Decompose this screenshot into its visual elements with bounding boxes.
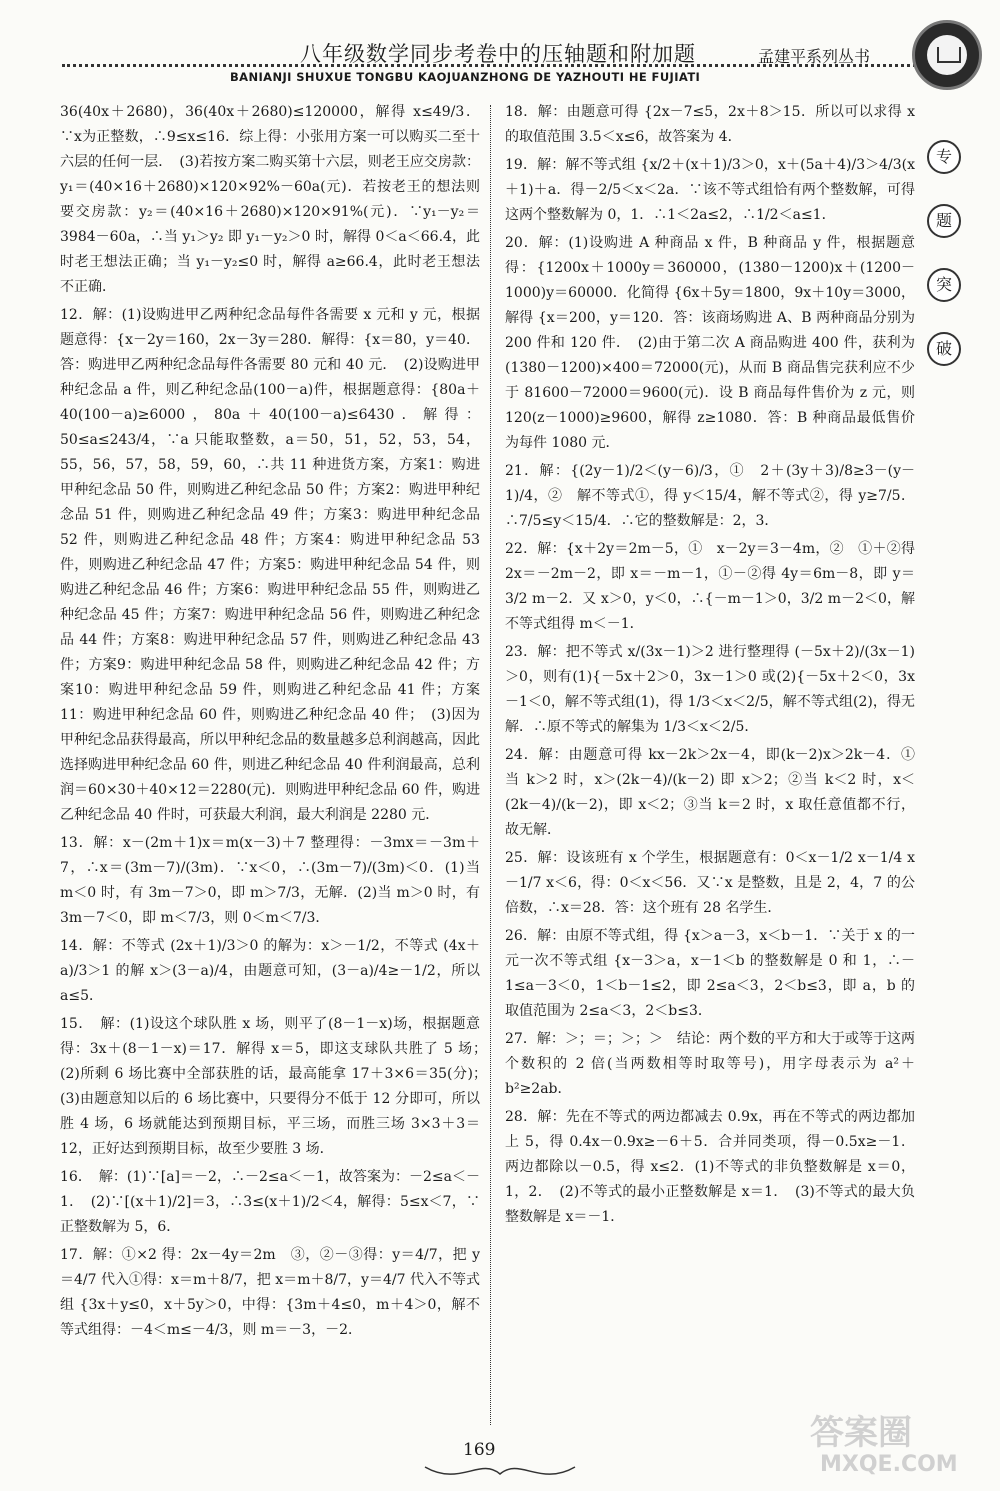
header-dotted-rule xyxy=(62,64,922,67)
column-divider xyxy=(490,105,491,1425)
series-name: 孟建平系列丛书 xyxy=(758,47,871,66)
solution-22: 22．解：{x＋2y＝2m－5，① x－2y＝3－4m，② ①＋②得 2x＝－2m－2，即 x＝－m－1，①－②得 4y＝6m－8，即 y＝3/2 m－2．又 x＞0，y＜0，∴{－m－1＞0，3/2 m－2＜0，解不等式组得 m＜－1． xyxy=(505,541,915,632)
tab-zhuan: 专 xyxy=(927,140,961,174)
right-column xyxy=(505,100,915,1233)
solution-17: 17．解：①×2 得：2x－4y＝2m ③，②－③得：y＝4/7，把 y＝4/7 代入①得：x＝m＋8/7，把 x＝m＋8/7，y＝4/7 代入不等式组 {3x＋y≤0，x＋5y＞0，中得：{3m＋4≤0，m＋4＞0，解不等式组得：－4＜m≤－4/3，则 m＝－3，－2． xyxy=(60,1247,480,1338)
solution-19: 19．解：解不等式组 {x/2＋(x＋1)/3＞0，x＋(5a＋4)/3＞4/3(x＋1)＋a．得－2/5＜x＜2a．∵该不等式组恰有两个整数解，可得这两个整数解为 0，1．∴1＜2a≤2，∴1/2＜a≤1． xyxy=(505,157,915,223)
solution-25: 25．解：设该班有 x 个学生，根据题意有：0＜x－1/2 x－1/4 x－1/7 x＜6，得：0＜x＜56．又∵x 是整数，且是 2，4，7 的公倍数，∴x＝28．答：这个班有 28 名学生． xyxy=(505,850,915,916)
solution-18: 18．解：由题意可得 {2x－7≤5，2x＋8＞15．所以可以求得 x 的取值范围 3.5＜x≤6，故答案为 4． xyxy=(505,104,915,145)
solution-20: 20．解：(1)设购进 A 种商品 x 件，B 种商品 y 件，根据题意得：{1200x＋1000y＝360000，(1380－1200)x＋(1200－1000)y＝60000．化简得 {6x＋5y＝1800，9x＋10y＝3000，解得 {x＝200，y＝120．答：该商场购进 A、B 两种商品分别为 200 件和 120 件． (2)由于第二次 A 商品购进 400 件，获利为(1380－1200)×400＝72000(元)，从而 B 商品售完获利应不少于 81600－72000＝9600(元)．设 B 商品每件售价为 z 元，则 120(z－1000)≥9600，解得 z≥1080．答：B 种商品最低售价为每件 1080 元． xyxy=(505,235,915,451)
footer-swirl-ornament xyxy=(420,1462,580,1482)
page-header xyxy=(0,0,1000,96)
book-icon xyxy=(937,47,961,63)
watermark-logo: 答案圈 xyxy=(810,1413,912,1453)
solution-26: 26．解：由原不等式组，得 {x＞a－3，x＜b－1．∵关于 x 的一元一次不等式组 {x－3＞a，x－1＜b 的整数解是 0 和 1，∴－1≤a－3＜0，1＜b－1≤2，即 2≤a＜3，2＜b≤3，即 a，b 的取值范围为 2≤a＜3，2＜b≤3． xyxy=(505,928,915,1019)
section-tabs xyxy=(926,140,962,396)
solution-13: 13．解：x－(2m＋1)x＝m(x－3)＋7 整理得：－3mx＝－3m＋7，∴x＝(3m－7)/(3m)．∵x＜0，∴(3m－7)/(3m)＜0．(1)当 m＜0 时，有 3m－7＞0，即 m＞7/3，无解．(2)当 m＞0 时，有 3m－7＜0，即 m＜7/3，则 0＜m＜7/3． xyxy=(60,835,480,926)
book-title-pinyin: BANIANJI SHUXUE TONGBU KAOJUANZHONG DE YAZHOUTI HE FUJIATI xyxy=(230,70,701,84)
page-number: 169 xyxy=(463,1440,496,1460)
solution-11-continued: 36(40x＋2680)，36(40x＋2680)≤120000，解得 x≤49/3．∵x为正整数，∴9≤x≤16．综上得：小张用方案一可以购买二至十六层的任何一层． (3)若按方案二购买第十六层，则老王应交房款：y₁＝(40×16＋2680)×120×92%－60a(元)．若按老王的想法则要交房款：y₂＝(40×16＋2680)×120×91%(元)．∵y₁－y₂＝3984－60a，∴当 y₁＞y₂ 即 y₁－y₂＞0 时，解得 0＜a＜66.4，此时老王想法正确；当 y₁－y₂≤0 时，解得 a≥66.4，此时老王想法不正确． xyxy=(60,104,480,295)
tab-tu: 突 xyxy=(927,268,961,302)
tab-ti: 题 xyxy=(927,204,961,238)
solution-27: 27．解：＞；＝；＞；＞ 结论：两个数的平方和大于或等于这两个数积的 2 倍(当两数相等时取等号)，用字母表示为 a²＋b²≥2ab． xyxy=(505,1031,915,1097)
solution-23: 23．解：把不等式 x/(3x－1)＞2 进行整理得 (－5x＋2)/(3x－1)＞0，则有(1){－5x＋2＞0，3x－1＞0 或(2){－5x＋2＜0，3x－1＜0，解不等式组(1)，得 1/3＜x＜2/5，解不等式组(2)，得无解．∴原不等式的解集为 1/3＜x＜2/5． xyxy=(505,644,915,735)
solution-12: 12．解：(1)设购进甲乙两种纪念品每件各需要 x 元和 y 元，根据题意得：{x－2y＝160，2x－3y＝280．解得：{x＝80，y＝40．答：购进甲乙两种纪念品每件各需要 80 元和 40 元． (2)设购进甲种纪念品 a 件，则乙种纪念品(100－a)件，根据题意得：{80a＋40(100－a)≥6000，80a＋40(100－a)≤6430．解得：50≤a≤243/4，∵a 只能取整数，a＝50，51，52，53，54，55，56，57，58，59，60，∴共 11 种进货方案，方案1：购进甲种纪念品 50 件，则购进乙种纪念品 50 件；方案2：购进甲种纪念品 51 件，则购进乙种纪念品 49 件；方案3：购进甲种纪念品 52 件，则购进乙种纪念品 48 件；方案4：购进甲种纪念品 53 件，则购进乙种纪念品 47 件；方案5：购进甲种纪念品 54 件，则购进乙种纪念品 46 件；方案6：购进甲种纪念品 55 件，则购进乙种纪念品 45 件；方案7：购进甲种纪念品 56 件，则购进乙种纪念品 44 件；方案8：购进甲种纪念品 57 件，则购进乙种纪念品 43 件；方案9：购进甲种纪念品 58 件，则购进乙种纪念品 42 件；方案10：购进甲种纪念品 59 件，则购进乙种纪念品 41 件；方案11：购进甲种纪念品 60 件，则购进乙种纪念品 40 件； (3)因为甲种纪念品获得最高，所以甲种纪念品的数量越多总利润越高，因此选择购进甲种纪念品 60 件，则进乙种纪念品 40 件利润最高，总利润＝60×30＋40×12＝2280(元)．则购进甲种纪念品 60 件，购进乙种纪念品 40 件时，可获最大利润，最大利润是 2280 元． xyxy=(60,307,480,823)
tab-po: 破 xyxy=(927,332,961,366)
solution-24: 24．解：由题意可得 kx－2k＞2x－4，即(k－2)x＞2k－4．①当 k＞2 时，x＞(2k－4)/(k－2) 即 x＞2；②当 k＜2 时，x＜(2k－4)/(k－2)，即 x＜2；③当 k＝2 时，x 取任意值都不行，故无解． xyxy=(505,747,915,838)
solution-14: 14．解：不等式 (2x＋1)/3＞0 的解为：x＞－1/2，不等式 (4x＋a)/3＞1 的解 x＞(3－a)/4，由题意可知，(3－a)/4≥－1/2，所以 a≤5． xyxy=(60,938,480,1004)
solution-15: 15． 解：(1)设这个球队胜 x 场，则平了(8－1－x)场，根据题意得：3x＋(8－1－x)＝17．解得 x＝5，即这支球队共胜了 5 场； (2)所剩 6 场比赛中全部获胜的话，最高能拿 17＋3×6＝35(分)； (3)由题意知以后的 6 场比赛中，只要得分不低于 12 分即可，所以胜 4 场，6 场就能达到预期目标，平三场，而胜三场 3×3＋3＝12，正好达到预期目标，故至少要胜 3 场． xyxy=(60,1016,494,1157)
solution-28: 28．解：先在不等式的两边都减去 0.9x，再在不等式的两边都加上 5，得 0.4x－0.9x≥－6＋5．合并同类项，得－0.5x≥－1．两边都除以－0.5，得 x≤2．(1)不等式的非负整数解是 x＝0，1，2． (2)不等式的最小正整数解是 x＝1． (3)不等式的最大负整数解是 x＝－1． xyxy=(505,1109,915,1225)
left-column xyxy=(60,100,494,1346)
watermark-url: MXQE.COM xyxy=(820,1452,958,1477)
solution-16: 16． 解：(1)∵[a]＝－2，∴－2≤a＜－1，故答案为：－2≤a＜－1． (2)∵[(x＋1)/2]＝3，∴3≤(x＋1)/2＜4，解得：5≤x＜7，∵正整数解为 5，6． xyxy=(60,1169,480,1235)
publisher-logo-icon xyxy=(912,20,982,90)
solution-21: 21．解：{(2y－1)/2＜(y－6)/3，① 2＋(3y＋3)/8≥3－(y－1)/4，② 解不等式①，得 y＜15/4，解不等式②，得 y≥7/5．∴7/5≤y＜15/4．∴它的整数解是：2，3． xyxy=(505,463,915,529)
book-title: 八年级数学同步考卷中的压轴题和附加题 xyxy=(300,42,696,66)
